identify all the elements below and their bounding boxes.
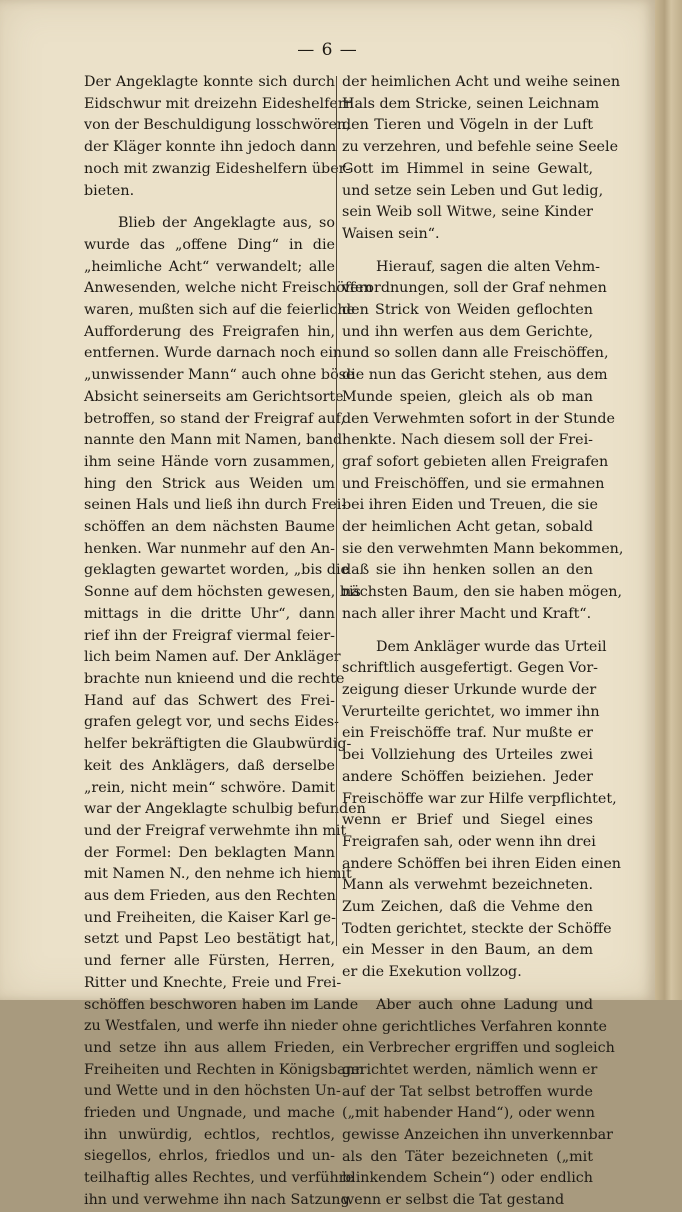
text-line: und setze ihn aus allem Frieden, [84, 1039, 335, 1056]
page-edge [655, 0, 682, 1000]
text-line: Absicht seinerseits am Gerichtsorte [84, 388, 344, 405]
text-line: den Strick von Weiden geflochten [342, 302, 593, 319]
text-line: wenn er Brief und Siegel eines [342, 812, 593, 829]
text-line: Aber auch ohne Ladung und [376, 996, 593, 1013]
text-line: keit des Anklägers, daß derselbe [84, 757, 335, 774]
text-line: nannte den Mann mit Namen, band [84, 432, 343, 449]
text-line: Waisen sein“. [342, 225, 440, 242]
text-line: und ferner alle Fürsten, Herren, [84, 953, 335, 970]
text-line: die nun das Gericht stehen, aus dem [342, 367, 608, 384]
paragraph [342, 995, 615, 1212]
text-line: von der Beschuldigung losschwören; [84, 117, 351, 134]
text-line: siegellos, ehrlos, friedlos und un- [84, 1148, 335, 1165]
text-line: gerichtet werden, nämlich wenn er [342, 1061, 598, 1078]
text-line: Blieb der Angeklagte aus, so [118, 215, 335, 232]
text-line: wenn er selbst die Tat gestand [342, 1192, 565, 1209]
text-line: geklagten gewartet worden, „bis die [84, 562, 349, 579]
text-line: Der Angeklagte konnte sich durch [84, 74, 335, 90]
text-line: zu verzehren, und befehle seine Seele [342, 139, 619, 156]
text-line: der Kläger konnte ihn jedoch dann [84, 139, 337, 156]
paragraph [342, 257, 624, 626]
text-line: bieten. [84, 182, 135, 199]
text-line: ohne gerichtliches Verfahren konnte [342, 1018, 607, 1035]
text-line: setzt und Papst Leo bestätigt hat, [84, 931, 335, 948]
text-line: wurde das „offene Ding“ in die [84, 236, 335, 253]
text-line: Freiheiten und Rechten in Königsbann [84, 1061, 365, 1078]
text-line: Zum Zeichen, daß die Vehme den [342, 899, 593, 916]
text-line: Eidschwur mit dreizehn Eideshelfern [84, 95, 354, 112]
text-line: der Formel: Den beklagten Mann [84, 844, 335, 861]
text-line: der heimlichen Acht getan, sobald [342, 519, 593, 536]
text-line: ein Verbrecher ergriffen und sogleich [342, 1040, 615, 1057]
text-line: schriftlich ausgefertigt. Gegen Vor- [342, 660, 599, 677]
text-line: und der Freigraf verwehmte ihn mit [84, 822, 347, 839]
text-line: bei Vollziehung des Urteiles zwei [342, 747, 593, 764]
text-line: und Freischöffen, und sie ermahnen [342, 475, 605, 492]
text-line: und ihn werfen aus dem Gerichte, [342, 323, 593, 340]
text-line: war der Angeklagte schulbig befunden [84, 801, 366, 818]
text-line: zeigung dieser Urkunde wurde der [342, 681, 597, 698]
text-line: zu Westfalen, und werfe ihn nieder [84, 1018, 338, 1035]
page-number: — 6 — [297, 40, 358, 60]
text-line: ein Messer in den Baum, an dem [342, 942, 593, 959]
text-line: Verurteilte gerichtet, wo immer ihn [342, 703, 600, 720]
text-line: Anwesenden, welche nicht Freischöffen [84, 280, 373, 297]
left-column [84, 72, 373, 1212]
text-line: frieden und Ungnade, und mache [84, 1105, 335, 1122]
right-column [342, 72, 624, 1212]
text-line: den Tieren und Vögeln in der Luft [342, 117, 593, 134]
text-line: bei ihren Eiden und Treuen, die sie [342, 497, 598, 514]
text-line: aus dem Frieden, aus den Rechten [84, 888, 336, 905]
text-line: Hals dem Stricke, seinen Leichnam [342, 95, 600, 112]
text-line: ihn unwürdig, echtlos, rechtlos, [84, 1126, 335, 1143]
text-line: Freischöffe war zur Hilfe verpflichtet, [342, 790, 617, 807]
text-line: Munde speien, gleich als ob man [342, 388, 593, 405]
text-line: andere Schöffen bei ihren Eiden einen [342, 855, 622, 872]
text-line: er die Exekution vollzog. [342, 964, 522, 981]
paragraph [342, 72, 621, 246]
text-line: andere Schöffen beiziehen. Jeder [342, 768, 593, 785]
text-line: Hierauf, sagen die alten Vehm- [376, 258, 601, 275]
text-line: helfer bekräftigten die Glaubwürdig- [84, 736, 352, 753]
text-line: entfernen. Wurde darnach noch ein [84, 345, 343, 362]
text-line: seinen Hals und ließ ihn durch Frei- [84, 497, 347, 514]
text-line: rief ihn der Freigraf viermal feier- [84, 627, 335, 644]
text-line: schöffen beschworen haben im Lande [84, 996, 359, 1013]
text-line: sein Weib soll Witwe, seine Kinder [342, 204, 593, 221]
paragraph [84, 72, 354, 202]
text-line: „unwissender Mann“ auch ohne böse [84, 367, 355, 384]
text-line: gewisse Anzeichen ihn unverkennbar [342, 1127, 613, 1144]
text-line: den Verwehmten sofort in der Stunde [342, 410, 615, 427]
text-line: daß sie ihn henken sollen an den [342, 562, 593, 579]
text-line: ihm seine Hände vorn zusammen, [84, 453, 335, 470]
text-line: teilhaftig alles Rechtes, und verführe [84, 1170, 354, 1187]
text-line: mit Namen N., den nehme ich hiemit [84, 866, 352, 883]
text-line: lich beim Namen auf. Der Ankläger [84, 649, 341, 666]
text-line: blinkendem Schein“) oder endlich [342, 1170, 593, 1187]
text-line: nächsten Baum, den sie haben mögen, [342, 584, 623, 601]
text-line: „heimliche Acht“ verwandelt; alle [84, 258, 335, 275]
text-line: als den Täter bezeichneten („mit [342, 1148, 593, 1165]
text-line: ein Freischöffe traf. Nur mußte er [342, 725, 593, 742]
text-line: brachte nun knieend und die rechte [84, 670, 345, 687]
text-line: henkte. Nach diesem soll der Frei- [342, 432, 593, 449]
text-line: Sonne auf dem höchsten gewesen, bis [84, 584, 361, 601]
text-line: waren, mußten sich auf die feierliche [84, 302, 356, 319]
text-line: hing den Strick aus Weiden um [84, 475, 335, 492]
text-line: nach aller ihrer Macht und Kraft“. [342, 605, 592, 622]
text-line: verordnungen, soll der Graf nehmen [342, 280, 607, 297]
text-line: und setze sein Leben und Gut ledig, [342, 182, 604, 199]
text-line: Gott im Himmel in seine Gewalt, [342, 160, 593, 177]
text-line: „rein, nicht mein“ schwöre. Damit [84, 779, 335, 796]
text-line: („mit habender Hand“), oder wenn [342, 1105, 595, 1122]
text-line: Todten gerichtet, steckte der Schöffe [342, 920, 612, 937]
text-line: und Wette und in den höchsten Un- [84, 1083, 341, 1100]
text-line: grafen gelegt vor, und sechs Eides- [84, 714, 339, 731]
text-line: Mann als verwehmt bezeichneten. [342, 877, 593, 894]
text-line: Freigrafen sah, oder wenn ihn drei [342, 833, 596, 850]
text-line: und so sollen dann alle Freischöffen, [342, 345, 609, 362]
text-line: noch mit zwanzig Eideshelfern über- [84, 160, 351, 177]
paragraph [342, 637, 622, 984]
text-line: der heimlichen Acht und weihe seinen [342, 74, 621, 90]
text-line: und Freiheiten, die Kaiser Karl ge- [84, 909, 336, 926]
text-line: ihn und verwehme ihn nach Satzung [84, 1191, 350, 1208]
paragraph [84, 213, 373, 1211]
text-line: auf der Tat selbst betroffen wurde [342, 1083, 593, 1100]
text-line: Hand auf das Schwert des Frei- [84, 692, 335, 709]
text-line: Ritter und Knechte, Freie und Frei- [84, 974, 342, 991]
text-line: schöffen an dem nächsten Baume [84, 519, 335, 536]
text-line: Dem Ankläger wurde das Urteil [376, 638, 607, 655]
text-line: sie den verwehmten Mann bekommen, [342, 540, 624, 557]
text-line: henken. War nunmehr auf den An- [84, 540, 335, 557]
text-line: betroffen, so stand der Freigraf auf, [84, 410, 345, 427]
text-line: Aufforderung des Freigrafen hin, [84, 323, 335, 340]
text-line: graf sofort gebieten allen Freigrafen [342, 453, 609, 470]
text-line: mittags in die dritte Uhr“, dann [84, 605, 335, 622]
column-divider [336, 76, 337, 946]
